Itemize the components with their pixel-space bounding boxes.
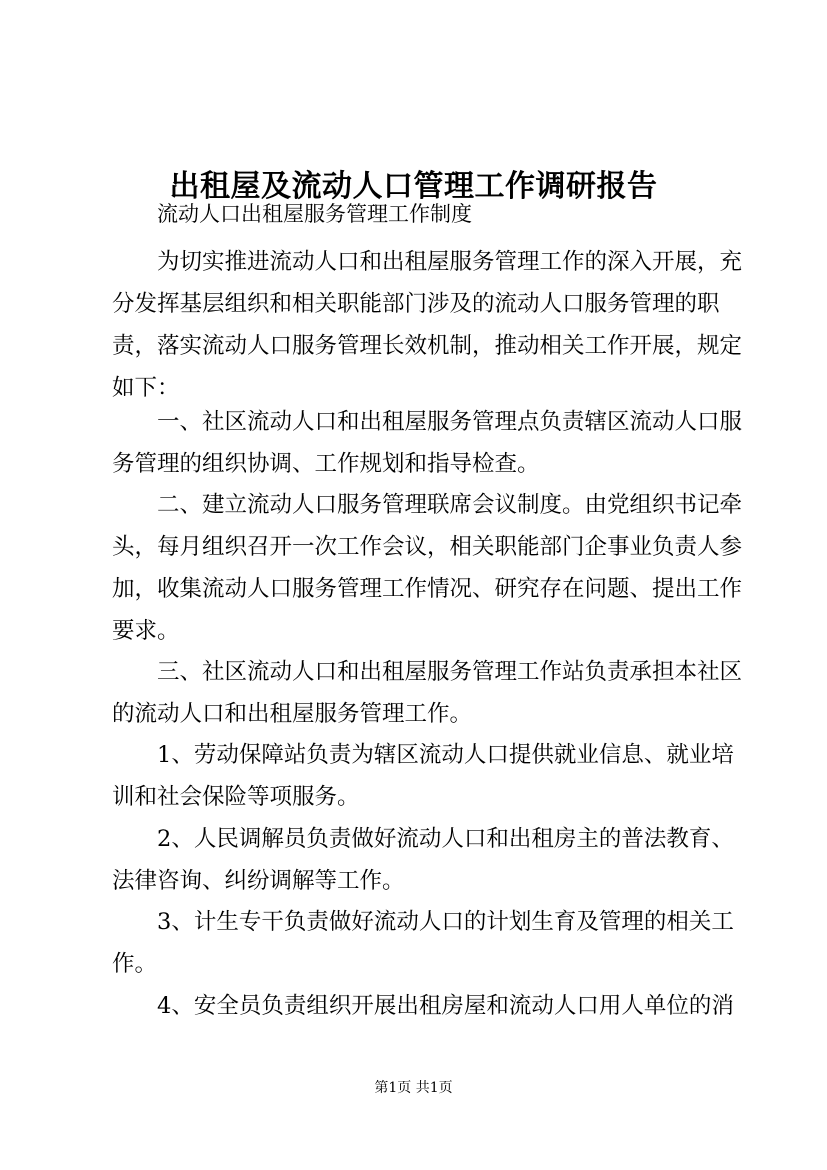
text-line: 三、社区流动人口和出租屋服务管理工作站负责承担本社区 bbox=[157, 659, 743, 685]
text-line: 法律咨询、纠纷调解等工作。 bbox=[112, 868, 405, 894]
text-line: 头，每月组织召开一次工作会议，相关职能部门企事业负责人参 bbox=[112, 534, 743, 560]
text-line: 分发挥基层组织和相关职能部门涉及的流动人口服务管理的职 bbox=[112, 291, 720, 317]
text-line: 作。 bbox=[112, 951, 158, 977]
paragraph-item-3 bbox=[112, 651, 742, 735]
document-title: 出租屋及流动人口管理工作调研报告 bbox=[169, 169, 658, 205]
text-line: 如下： bbox=[112, 375, 180, 401]
paragraph-subitem-2 bbox=[112, 818, 734, 902]
text-line: 2、人民调解员负责做好流动人口和出租房主的普法教育、 bbox=[157, 826, 734, 852]
text-line: 加，收集流动人口服务管理工作情况、研究存在问题、提出工作 bbox=[112, 576, 743, 602]
text-line: 1、劳动保障站负责为辖区流动人口提供就业信息、就业培 bbox=[157, 742, 734, 768]
text-line: 为切实推进流动人口和出租屋服务管理工作的深入开展，充 bbox=[157, 249, 743, 275]
text-line: 训和社会保险等项服务。 bbox=[112, 784, 360, 810]
text-line: 的流动人口和出租屋服务管理工作。 bbox=[112, 701, 473, 727]
paragraph-intro bbox=[112, 241, 742, 409]
paragraph-subitem-1 bbox=[112, 734, 734, 818]
text-line: 务管理的组织协调、工作规划和指导检查。 bbox=[112, 451, 540, 477]
text-line: 责，落实流动人口服务管理长效机制，推动相关工作开展，规定 bbox=[112, 333, 743, 359]
text-line: 4、安全员负责组织开展出租房屋和流动人口用人单位的消 bbox=[157, 993, 734, 1019]
text-line: 二、建立流动人口服务管理联席会议制度。由党组织书记牵 bbox=[157, 492, 743, 518]
document-subtitle: 流动人口出租屋服务管理工作制度 bbox=[157, 202, 472, 226]
paragraph-subitem-4 bbox=[112, 985, 734, 1027]
paragraph-item-1 bbox=[112, 401, 742, 485]
page-number: 第1页 共1页 bbox=[374, 1080, 453, 1096]
paragraph-subitem-3 bbox=[112, 901, 734, 985]
text-line: 要求。 bbox=[112, 618, 180, 644]
text-line: 一、社区流动人口和出租屋服务管理点负责辖区流动人口服 bbox=[157, 409, 743, 435]
paragraph-item-2 bbox=[112, 484, 742, 652]
text-line: 3、计生专干负责做好流动人口的计划生育及管理的相关工 bbox=[157, 909, 734, 935]
